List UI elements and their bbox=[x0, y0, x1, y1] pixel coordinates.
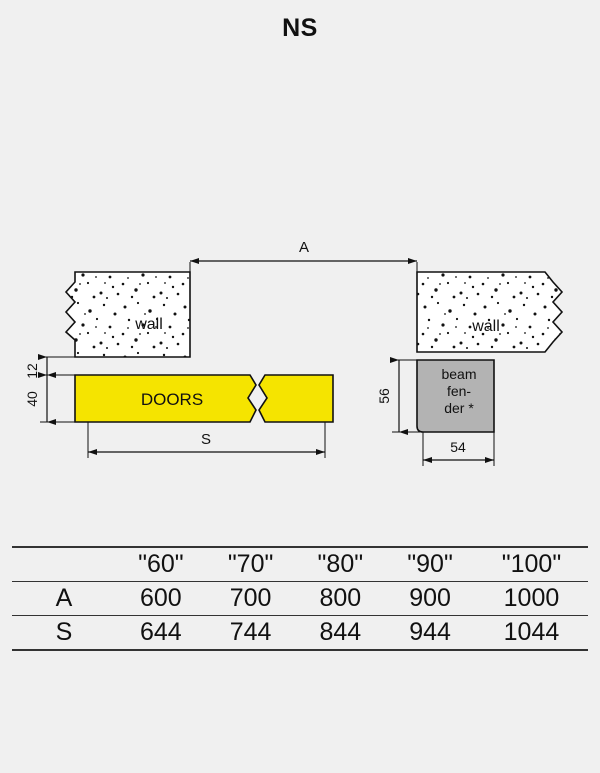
dimension-s-label: S bbox=[200, 431, 212, 448]
table-cell: 944 bbox=[385, 616, 475, 651]
table-header-cell-0 bbox=[12, 547, 116, 582]
table-header-cell-4: "90" bbox=[385, 547, 475, 582]
dimension-56-label: 56 bbox=[376, 388, 392, 404]
table-cell: 844 bbox=[295, 616, 385, 651]
dimension-40 bbox=[24, 375, 78, 422]
table-row-label: A bbox=[12, 582, 116, 616]
table-cell: 900 bbox=[385, 582, 475, 616]
dimension-s bbox=[88, 422, 325, 458]
beam-fender-label-line1: beam bbox=[441, 366, 477, 382]
wall-label-right: wall bbox=[472, 318, 500, 335]
table-row bbox=[12, 616, 588, 651]
beam-fender-label-line3: der * bbox=[444, 400, 474, 416]
wall-label-left: wall bbox=[135, 316, 163, 333]
table-cell: 700 bbox=[206, 582, 296, 616]
table-cell: 644 bbox=[116, 616, 206, 651]
dimension-54 bbox=[423, 432, 494, 466]
dimension-a-label: A bbox=[298, 239, 310, 256]
table-row-label: S bbox=[12, 616, 116, 651]
dimension-54-label: 54 bbox=[450, 439, 466, 455]
dimension-40-label: 40 bbox=[24, 391, 40, 407]
doors-label: DOORS bbox=[140, 390, 204, 409]
dimension-56 bbox=[376, 360, 420, 432]
beam-fender-label-line2: fen- bbox=[446, 383, 472, 399]
table-cell: 1000 bbox=[475, 582, 588, 616]
table-header-cell-3: "80" bbox=[295, 547, 385, 582]
dimension-12-label: 12 bbox=[24, 363, 40, 379]
table-cell: 800 bbox=[295, 582, 385, 616]
table-header-row bbox=[12, 547, 588, 582]
table-row bbox=[12, 582, 588, 616]
table-cell: 744 bbox=[206, 616, 296, 651]
table-cell: 600 bbox=[116, 582, 206, 616]
left-wall-block bbox=[66, 272, 190, 357]
right-wall-block bbox=[417, 272, 562, 352]
page-title: NS bbox=[282, 14, 318, 42]
table-cell: 1044 bbox=[475, 616, 588, 651]
table-header-cell-1: "60" bbox=[116, 547, 206, 582]
dimension-table bbox=[12, 546, 588, 651]
doors-bar bbox=[75, 375, 333, 422]
table-header-cell-5: "100" bbox=[475, 547, 588, 582]
table-header-cell-2: "70" bbox=[206, 547, 296, 582]
dimension-a bbox=[190, 239, 417, 272]
dimension-12 bbox=[24, 357, 78, 379]
